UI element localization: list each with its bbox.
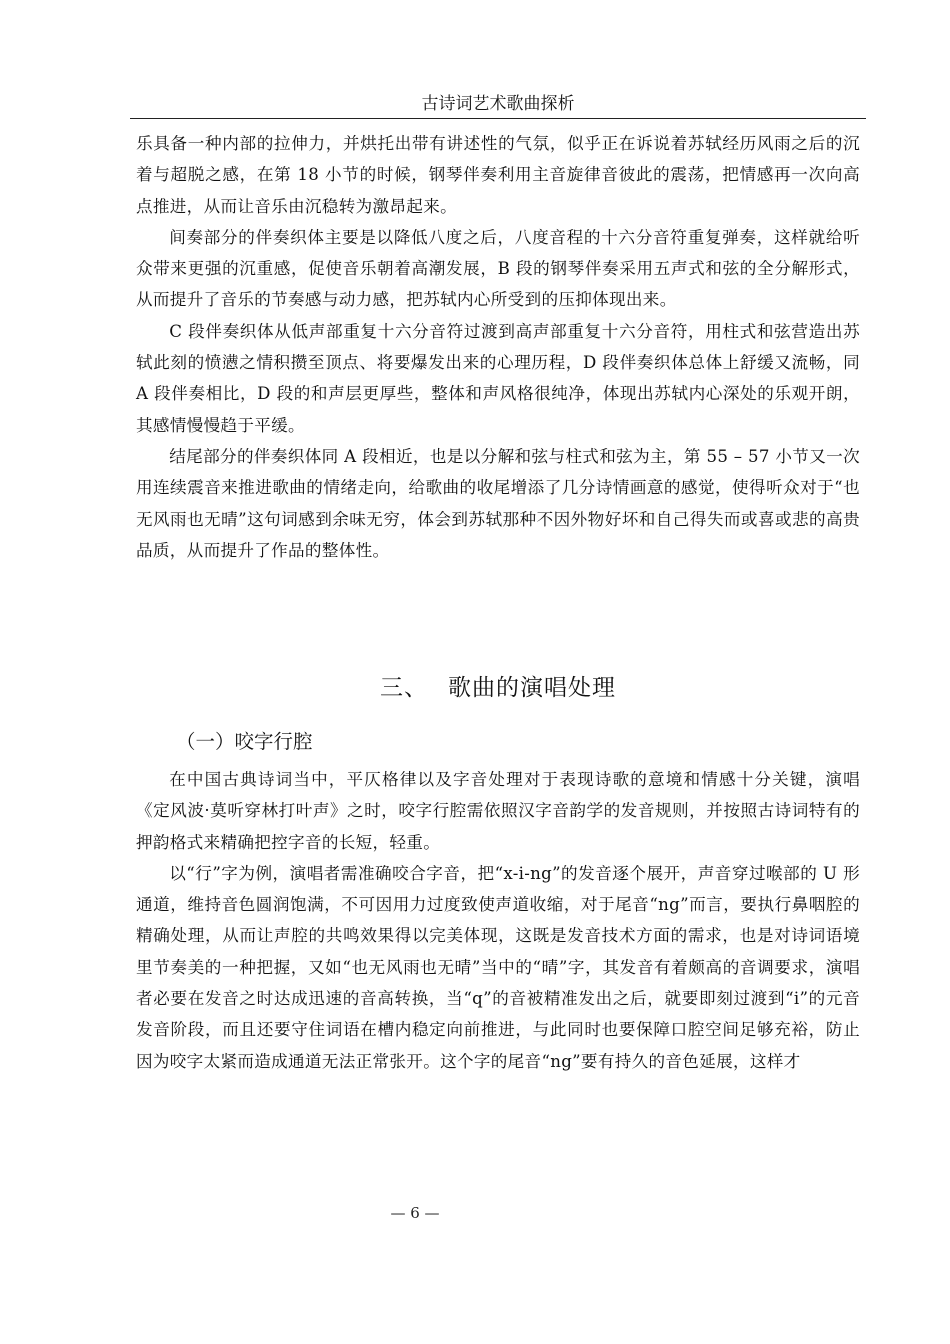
- paragraph-6: 以“行”字为例，演唱者需准确咬合字音，把“x-i-ng”的发音逐个展开，声音穿过喉部的 U 形通道，维持音色圆润饱满，不可因用力过度致使声道收缩，对于尾音“ng”而言，要执行鼻咽腔的精确处理，从而让声腔的共鸣效果得以完美体现，这既是发音技术方面的需求，也是对诗词语境里节奏美的一种把握，又如“也无风雨也无晴”当中的“晴”字，其发音有着颇高的音调要求，演唱者必要在发音之时达成迅速的音高转换，当“q”的音被精准发出之后，就要即刻过渡到“i”的元音发音阶段，而且还要守住词语在槽内稳定向前推进，与此同时也要保障口腔空间足够充裕，防止因为咬字太紧而造成通道无法正常张开。这个字的尾音“ng”要有持久的音色延展，这样才: [136, 863, 860, 1071]
- subsection-heading: （一）咬字行腔: [176, 730, 313, 753]
- paragraph-2: 间奏部分的伴奏织体主要是以降低八度之后，八度音程的十六分音符重复弹奏，这样就给听众带来更强的沉重感，促使音乐朝着高潮发展，B 段的钢琴伴奏采用五声式和弦的全分解形式，从而提升了音乐的节奏感与动力感，把苏轼内心所受到的压抑体现出来。: [136, 227, 860, 310]
- page-number: — 6 —: [390, 1204, 440, 1222]
- section-number: 三、: [380, 675, 428, 701]
- paragraph-3: C 段伴奏织体从低声部重复十六分音符过渡到高声部重复十六分音符，用柱式和弦营造出苏轼此刻的愤懑之情积攒至顶点、将要爆发出来的心理历程，D 段伴奏织体总体上舒缓又流畅，同 A 段伴奏相比，D 段的和声层更厚些，整体和声风格很纯净，体现出苏轼内心深处的乐观开朗，其感情慢慢趋于平缓。: [136, 321, 860, 435]
- paragraph-4: 结尾部分的伴奏织体同 A 段相近，也是以分解和弦与柱式和弦为主，第 55 – 57 小节又一次用连续震音来推进歌曲的情绪走向，给歌曲的收尾增添了几分诗情画意的感觉，使得听众对于“也无风雨也无晴”这句词感到余味无穷，体会到苏轼那种不因外物好坏和自己得失而或喜或悲的高贵品质，从而提升了作品的整体性。: [136, 446, 860, 560]
- paragraph-1: 乐具备一种内部的拉伸力，并烘托出带有讲述性的气氛，似乎正在诉说着苏轼经历风雨之后的沉着与超脱之感，在第 18 小节的时候，钢琴伴奏利用主音旋律音彼此的震荡，把情感再一次向高点推进，从而让音乐由沉稳转为激昂起来。: [136, 134, 860, 216]
- body-text-top: [136, 128, 860, 566]
- paragraph-5: 在中国古典诗词当中，平仄格律以及字音处理对于表现诗歌的意境和情感十分关键，演唱《定风波·莫听穿林打叶声》之时，咬字行腔需依照汉字音韵学的发音规则，并按照古诗词特有的押韵格式来精确把控字音的长短，轻重。: [136, 770, 860, 852]
- header-divider: [130, 118, 866, 119]
- running-header: 古诗词艺术歌曲探析: [421, 94, 575, 114]
- body-text-bottom: [136, 764, 860, 1077]
- section-title-text: 歌曲的演唱处理: [448, 675, 616, 701]
- section-heading: [136, 670, 860, 706]
